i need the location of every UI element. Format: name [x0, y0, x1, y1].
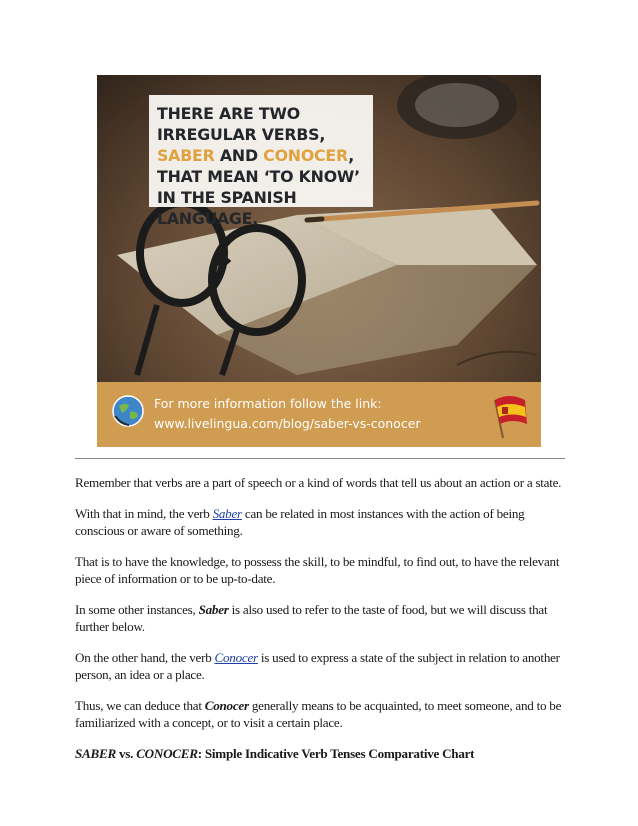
text-span: In some other instances,	[75, 601, 199, 617]
heading-vs: vs.	[115, 745, 137, 761]
paragraph	[75, 697, 568, 732]
divider	[75, 458, 565, 459]
headline-text: AND	[214, 146, 264, 165]
heading-saber: SABER	[75, 745, 116, 761]
footer-link[interactable]: www.livelingua.com/blog/saber-vs-conocer	[154, 416, 421, 431]
text-span: On the other hand, the verb	[75, 649, 215, 665]
paragraph	[75, 505, 568, 540]
globe-icon	[111, 394, 145, 428]
footer-info-text: For more information follow the link:	[154, 396, 382, 411]
conocer-link[interactable]: Conocer	[214, 649, 258, 665]
spain-flag-icon	[483, 390, 529, 440]
text-span: Thus, we can deduce that	[75, 697, 205, 713]
text-span: generally means to be acquainted, to meet someone, and to be familiarized with a concept, or to visit a certain place.	[75, 697, 562, 730]
hero-banner	[149, 95, 373, 228]
heading-conocer: CONOCER	[136, 745, 198, 761]
paragraph: That is to have the knowledge, to possess the skill, to be mindful, to find out, to have the relevant piece of information or to be up-to-date.	[75, 553, 560, 586]
headline-text: THERE ARE TWO IRREGULAR VERBS,	[157, 104, 326, 144]
text-span: can be related in most instances with the action of being conscious or aware of something.	[75, 505, 525, 538]
hero-image	[97, 75, 541, 447]
text-span: is used to express a state of the subject in relation to another person, an idea or a place.	[75, 649, 560, 682]
emphasis-conocer: Conocer	[204, 697, 249, 713]
paragraph	[75, 601, 568, 636]
heading-rest: : Simple Indicative Verb Tenses Comparative Chart	[197, 745, 475, 761]
hero-footer	[97, 382, 541, 447]
headline-saber: SABER	[157, 146, 215, 165]
paragraph: Remember that verbs are a part of speech or a kind of words that tell us about an action or a state.	[75, 475, 562, 490]
paragraph	[75, 649, 568, 684]
saber-link[interactable]: Saber	[212, 505, 242, 521]
article-body	[75, 474, 568, 775]
text-span: With that in mind, the verb	[75, 505, 213, 521]
chart-heading	[75, 745, 568, 763]
text-span: is also used to refer to the taste of food, but we will discuss that further below.	[75, 601, 548, 634]
emphasis-saber: Saber	[198, 601, 229, 617]
headline-text: , THAT MEAN ‘TO KNOW’ IN THE SPANISH LANGUAGE.	[157, 146, 360, 228]
hero-headline	[157, 103, 367, 229]
headline-conocer: CONOCER	[263, 146, 349, 165]
